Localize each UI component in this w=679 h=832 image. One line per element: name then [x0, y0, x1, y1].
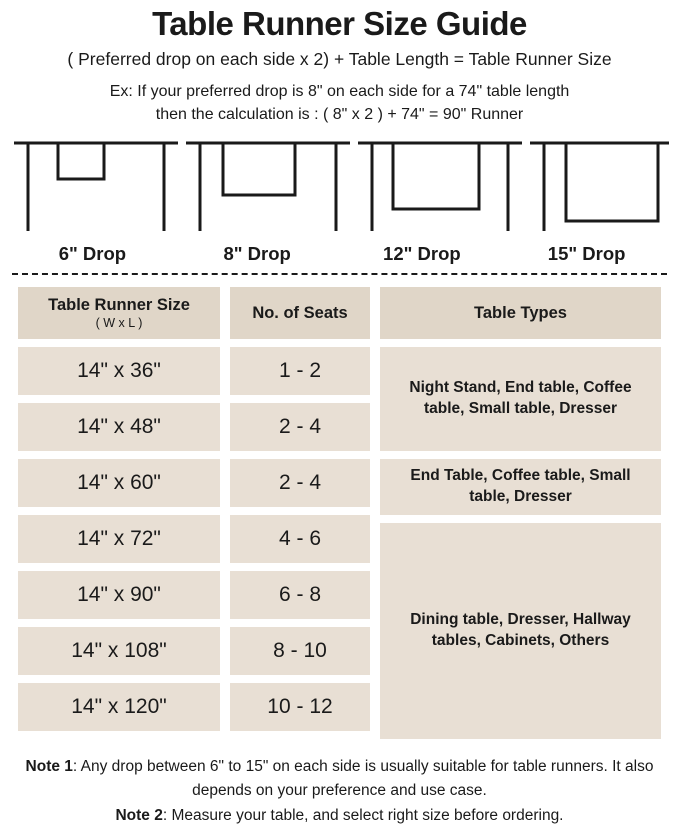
table-row: Night Stand, End table, Coffee table, Small table, Dresser [380, 347, 661, 451]
column-runner-size [18, 287, 220, 739]
table-row: 10 - 12 [230, 683, 370, 731]
header-runner-size-label: Table Runner Size [48, 296, 190, 315]
tables-diagram-svg [10, 136, 669, 241]
table-row: 8 - 10 [230, 627, 370, 675]
drop-label-8: 8" Drop [223, 243, 291, 265]
example-line-1: Ex: If your preferred drop is 8" on each side for a 74" table length [109, 82, 570, 100]
notes-section [10, 755, 669, 827]
table-row: 14" x 72" [18, 515, 220, 563]
column-seats [230, 287, 370, 739]
note-2 [20, 804, 659, 827]
drop-illustrations [10, 136, 669, 241]
table-row: 14" x 36" [18, 347, 220, 395]
table-row: 14" x 60" [18, 459, 220, 507]
table-row: 6 - 8 [230, 571, 370, 619]
header-runner-size-sub: ( W x L ) [95, 316, 143, 331]
table-row: 1 - 2 [230, 347, 370, 395]
note-1-text: : Any drop between 6" to 15" on each side is usually suitable for table runners. It also depends on your preference and use case. [72, 758, 654, 799]
table-row: 2 - 4 [230, 403, 370, 451]
example-block [10, 80, 669, 126]
table-row: 14" x 120" [18, 683, 220, 731]
note-2-label: Note 2 [115, 806, 163, 824]
column-table-types [380, 287, 661, 747]
drop-label-6: 6" Drop [58, 243, 127, 265]
example-line-2: then the calculation is : ( 8" x 2 ) + 74" = 90" Runner [155, 106, 524, 124]
drop-label-row [10, 243, 669, 265]
table-row: End Table, Coffee table, Small table, Dresser [380, 459, 661, 515]
note-2-text: : Measure your table, and select right size before ordering. [162, 806, 564, 824]
formula-text: ( Preferred drop on each side x 2) + Table Length = Table Runner Size [67, 49, 612, 70]
table-row: 14" x 108" [18, 627, 220, 675]
page-title: Table Runner Size Guide [152, 5, 527, 42]
header-table-types: Table Types [380, 287, 661, 339]
header-seats: No. of Seats [230, 287, 370, 339]
drop-label-12: 12" Drop [383, 243, 461, 265]
header-runner-size [18, 287, 220, 339]
table-row: 14" x 90" [18, 571, 220, 619]
drop-label-15: 15" Drop [547, 243, 626, 265]
table-row: Dining table, Dresser, Hallway tables, Cabinets, Others [380, 523, 661, 739]
table-row: 2 - 4 [230, 459, 370, 507]
note-1 [20, 755, 659, 802]
table-row: 4 - 6 [230, 515, 370, 563]
table-row: 14" x 48" [18, 403, 220, 451]
size-table [10, 287, 669, 747]
size-guide-page [0, 6, 679, 832]
note-1-label: Note 1 [25, 758, 73, 776]
dashed-divider [12, 273, 667, 275]
